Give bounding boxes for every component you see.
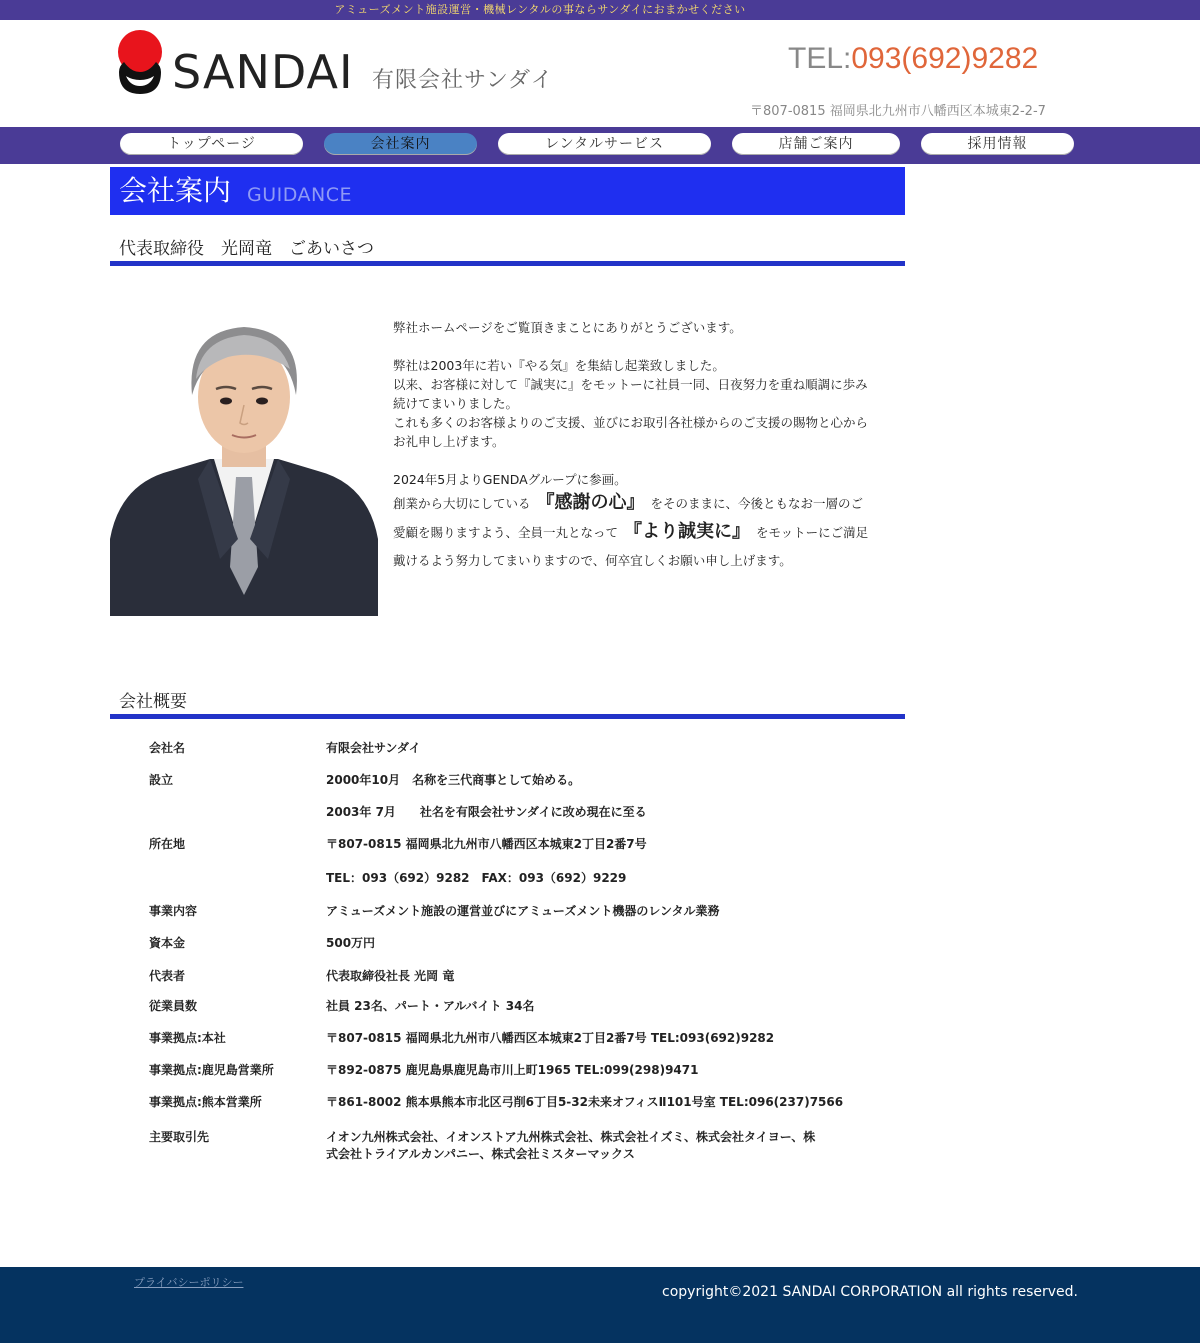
greeting-closing-paragraph (393, 489, 873, 575)
row-value: 有限会社サンダイ (326, 741, 421, 755)
company-name: 有限会社サンダイ (372, 68, 554, 93)
greeting-heading (110, 237, 905, 266)
main-nav (0, 127, 1200, 164)
header-phone[interactable] (788, 38, 1038, 80)
row-label: 会社名 (149, 741, 186, 755)
tel-number: 093(692)9282 (851, 42, 1039, 75)
nav-item-company[interactable]: 会社案内 (324, 133, 477, 155)
row-value: 代表取締役社長 光岡 竜 (326, 969, 455, 983)
row-label: 事業内容 (149, 904, 198, 918)
greeting-paragraph: 以来、お客様に対して『誠実に』をモットーに社員一同、日夜努力を重ね順調に歩み続けてまいりました。 (393, 377, 868, 411)
top-notice-bar (0, 0, 1200, 20)
motto-gratitude: 『感謝の心』 (536, 492, 645, 513)
nav-item-recruit[interactable]: 採用情報 (921, 133, 1074, 155)
row-label: 資本金 (149, 936, 186, 950)
row-label: 従業員数 (149, 999, 198, 1013)
row-label: 設立 (149, 773, 174, 787)
row-label: 所在地 (149, 837, 186, 851)
greeting-text-part: をモットーにご満足戴けるよう努力してまいりますので、何卒宜しくお願い申し上げます。 (393, 525, 869, 568)
greeting-paragraph: 2024年5月よりGENDAグループに参画。 (393, 472, 627, 487)
page-title: 会社案内 (119, 174, 232, 207)
greeting-paragraph: これも多くのお客様よりのご支援、並びにお取引各社様からのご支援の賜物と心からお礼申し上げます。 (393, 415, 869, 449)
row-label: 事業拠点:本社 (149, 1031, 226, 1045)
greeting-text-part: 創業から大切にしている (393, 496, 531, 511)
row-value: 〒892-0875 鹿児島県鹿児島市川上町1965 TEL:099(298)9471 (326, 1063, 699, 1077)
row-value: TEL：093（692）9282 FAX：093（692）9229 (326, 871, 627, 885)
greeting-paragraph: 弊社は2003年に若い『やる気』を集結し起業致しました。 (393, 358, 725, 373)
logo-mark-icon (116, 28, 164, 96)
row-value: 〒807-0815 福岡県北九州市八幡西区本城東2丁目2番7号 (326, 837, 647, 851)
logo-text: SANDAI (172, 45, 354, 99)
top-notice-text: アミューズメント施設運営・機械レンタルの事ならサンダイにおまかせください (334, 3, 746, 16)
nav-item-top[interactable]: トップページ (120, 133, 303, 155)
tel-label: TEL: (788, 42, 852, 75)
overview-heading-text: 会社概要 (119, 692, 187, 712)
nav-item-rental[interactable]: レンタルサービス (498, 133, 711, 155)
site-footer (0, 1267, 1200, 1343)
row-label: 事業拠点:熊本営業所 (149, 1095, 262, 1109)
row-value: イオン九州株式会社、イオンストア九州株式会社、株式会社イズミ、株式会社タイヨー、株式会社トライアルカンパニー、株式会社ミスターマックス (326, 1130, 816, 1161)
header-address: 〒807-0815 福岡県北九州市八幡西区本城東2-2-7 (750, 104, 1046, 119)
row-value: 〒861-8002 熊本県熊本市北区弓削6丁目5-32未来オフィスⅡ101号室 TEL:096(237)7566 (326, 1095, 844, 1109)
row-value: 〒807-0815 福岡県北九州市八幡西区本城東2丁目2番7号 TEL:093(692)9282 (326, 1031, 775, 1045)
page-subtitle: GUIDANCE (247, 184, 353, 206)
row-value: 社員 23名、パート・アルバイト 34名 (326, 999, 535, 1013)
sandai-logo[interactable] (116, 28, 356, 104)
greeting-heading-text: 代表取締役 光岡竜 ごあいさつ (119, 239, 374, 259)
row-label: 主要取引先 (149, 1130, 210, 1144)
greeting-message (393, 318, 873, 575)
overview-heading (110, 690, 905, 719)
privacy-policy-link[interactable]: プライバシーポリシー (134, 1276, 244, 1289)
representative-portrait-image (110, 309, 378, 616)
representative-photo (110, 309, 378, 616)
row-value: 2003年 7月 社名を有限会社サンダイに改め現在に至る (326, 805, 647, 819)
row-label: 代表者 (149, 969, 186, 983)
greeting-text-part: をそのままに、今後ともなお一層のご愛顧を賜りますよう、全員一丸となって (393, 496, 864, 540)
nav-item-stores[interactable]: 店舗ご案内 (732, 133, 900, 155)
greeting-paragraph: 弊社ホームページをご覧頂きまことにありがとうございます。 (393, 320, 742, 335)
row-value: アミューズメント施設の運営並びにアミューズメント機器のレンタル業務 (326, 904, 720, 918)
row-value: 2000年10月 名称を三代商事として始める。 (326, 773, 581, 787)
copyright-text: copyright©2021 SANDAI CORPORATION all rights reserved. (662, 1284, 1078, 1300)
row-value: 500万円 (326, 936, 376, 950)
motto-sincerity: 『より誠実に』 (624, 521, 751, 542)
page-title-banner (110, 167, 905, 215)
row-label: 事業拠点:鹿児島営業所 (149, 1063, 274, 1077)
